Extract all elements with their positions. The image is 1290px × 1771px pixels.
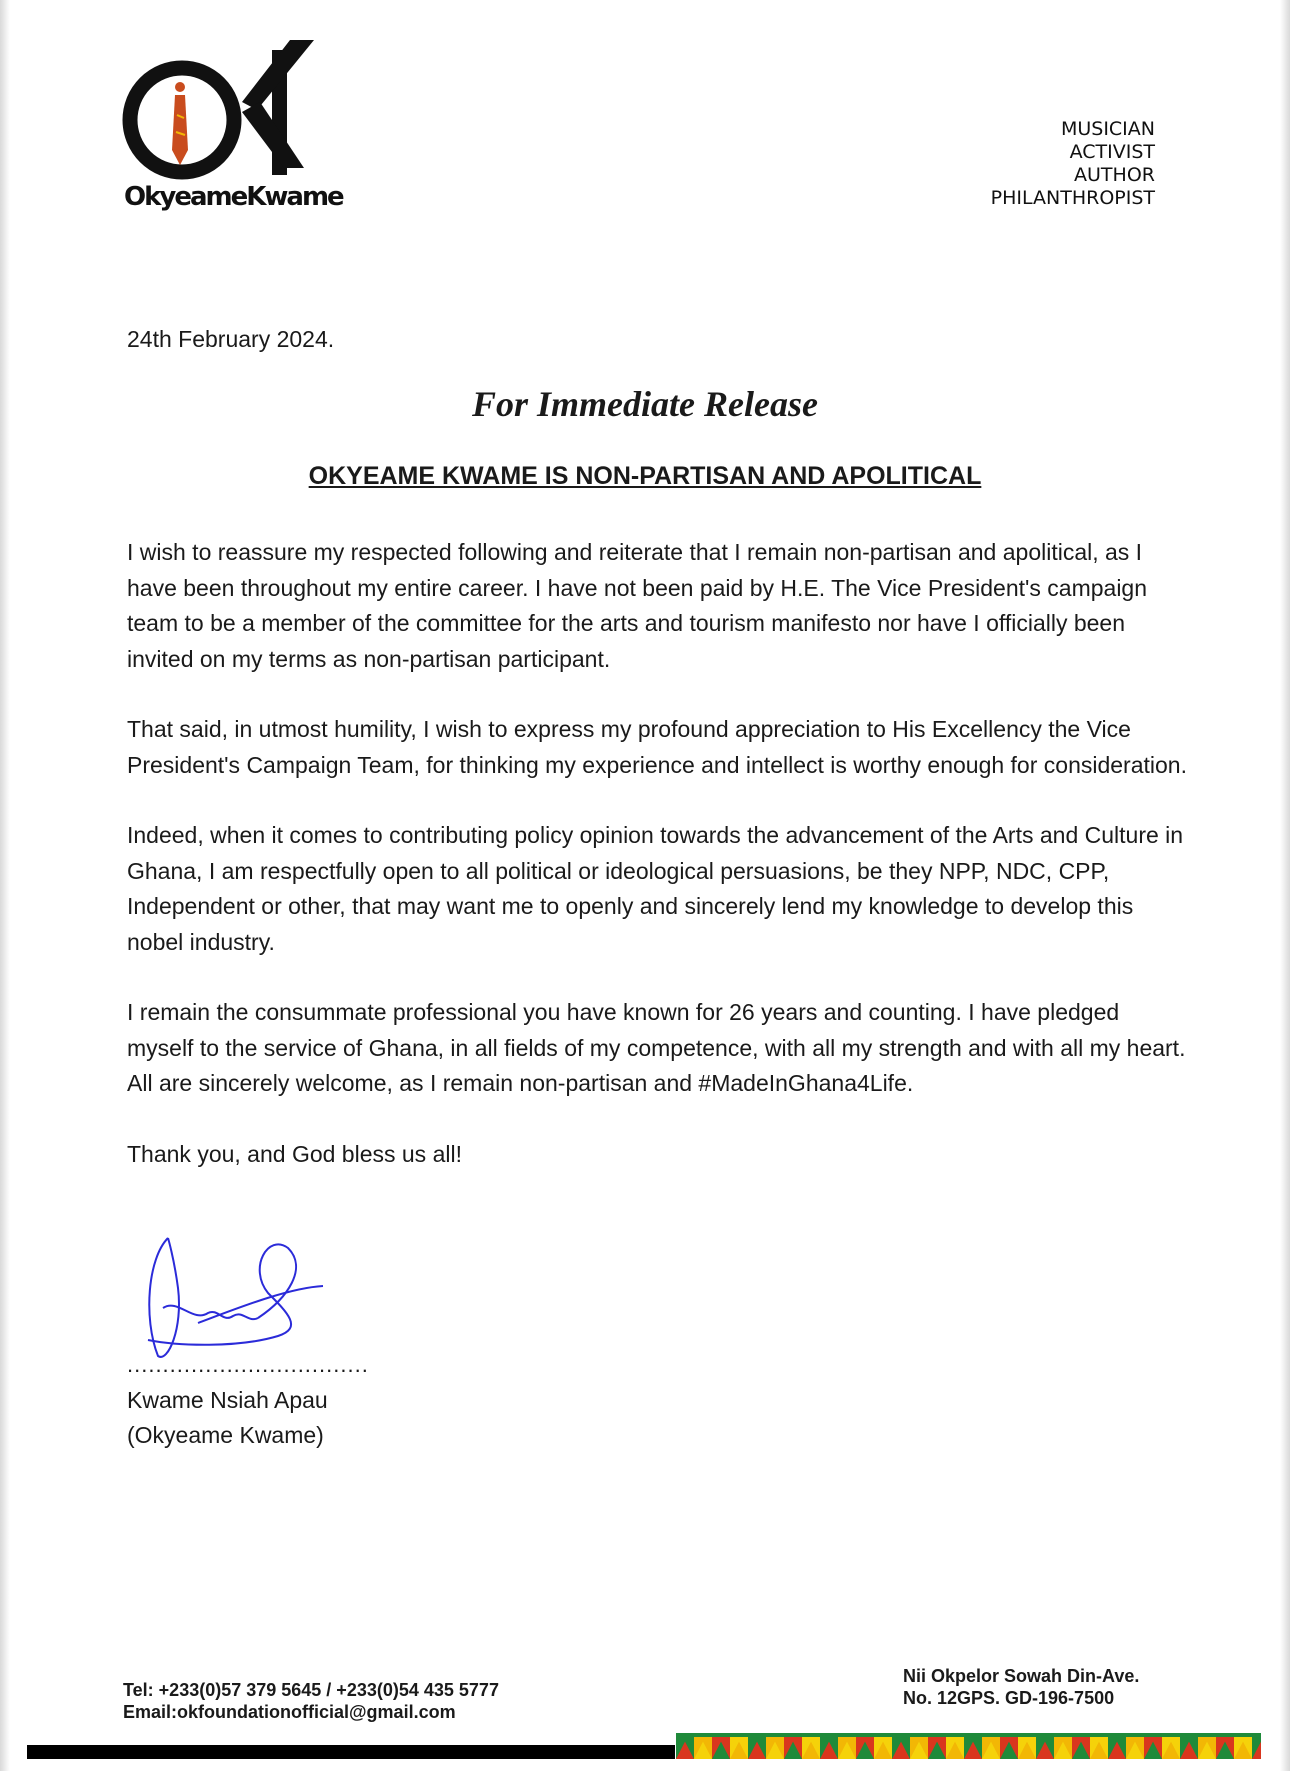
kente-pattern-icon <box>676 1733 1261 1759</box>
email-address: Email:okfoundationofficial@gmail.com <box>123 1702 456 1722</box>
paragraph: I wish to reassure my respected following and reiterate that I remain non-partisan and apolitical, as I have been throughout my entire career. I have not been paid by H.E. The Vice President's campaign team to be a member of the committee for the arts and tourism manifesto nor have I officially been invited on my terms as non-partisan participant. <box>127 539 1148 672</box>
paragraph: I remain the consummate professional you have known for 26 years and counting. I have pledged myself to the service of Ghana, in all fields of my competence, with all my strength and with all my heart. All are sincerely welcome, as I remain non-partisan and #MadeInGhana4Life. <box>127 999 1186 1096</box>
role-item: AUTHOR <box>1074 164 1155 186</box>
role-item: ACTIVIST <box>1069 141 1155 163</box>
address-line: Nii Okpelor Sowah Din-Ave. <box>903 1666 1140 1686</box>
paragraph: That said, in utmost humility, I wish to express my profound appreciation to His Excellency the Vice President's Campaign Team, for thinking my experience and intellect is worthy enough for consideration. <box>127 716 1187 778</box>
contact-block <box>123 1679 499 1723</box>
footer-bar <box>27 1745 675 1759</box>
page-edge-left <box>0 0 10 1771</box>
closing-line: Thank you, and God bless us all! <box>127 1140 462 1167</box>
signer-block <box>127 1383 328 1453</box>
signer-name: Kwame Nsiah Apau <box>127 1387 328 1413</box>
letter-date: 24th February 2024. <box>127 326 335 352</box>
address-block <box>903 1665 1139 1709</box>
signature-icon <box>138 1228 338 1363</box>
page-edge-right <box>1280 0 1290 1771</box>
phone-numbers: Tel: +233(0)57 379 5645 / +233(0)54 435 5777 <box>123 1680 499 1700</box>
headline: OKYEAME KWAME IS NON-PARTISAN AND APOLITICAL <box>308 462 982 490</box>
paragraph: Indeed, when it comes to contributing policy opinion towards the advancement of the Arts and Culture in Ghana, I am respectfully open to all political or ideological persuasions, be they NPP, NDC, CPP, Independent or other, that may want me to openly and sincerely lend my knowledge to develop this nobel industry. <box>127 822 1184 955</box>
address-line: No. 12GPS. GD-196-7500 <box>903 1688 1115 1708</box>
signature-line: .................................. <box>127 1352 369 1377</box>
roles-list <box>991 118 1155 210</box>
role-item: MUSICIAN <box>1060 118 1155 140</box>
signer-alias: (Okyeame Kwame) <box>127 1422 324 1448</box>
release-line: For Immediate Release <box>472 384 818 424</box>
letter-body <box>127 535 1187 1207</box>
logo-wordmark: OkyeameKwame <box>124 182 343 212</box>
role-item: PHILANTHROPIST <box>990 187 1155 209</box>
